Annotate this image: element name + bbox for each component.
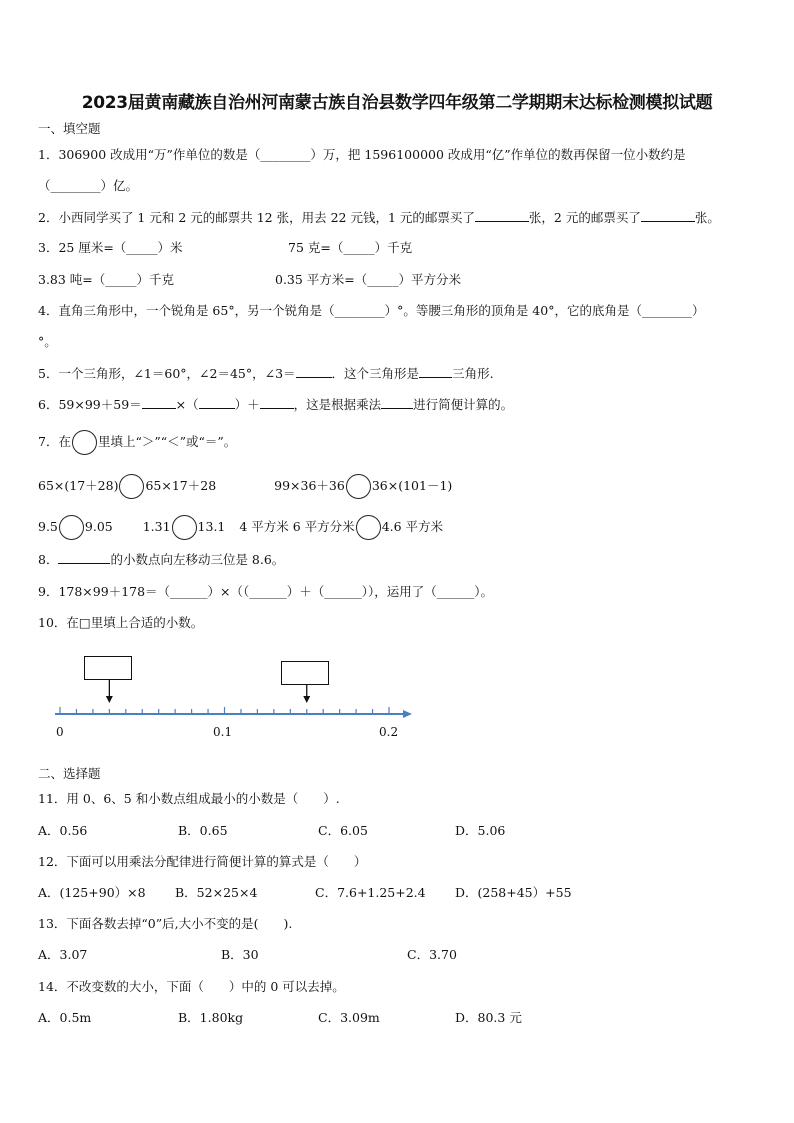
question-3-item-a: 3．25 厘米=（_____）米 [38, 240, 183, 255]
compare-right: 36×(101－1) [371, 478, 453, 493]
question-7-part-1: 7．在 [38, 434, 71, 449]
answer-blank[interactable] [199, 396, 235, 409]
question-11: 11．用 0、6、5 和小数点组成最小的小数是（ ）. [38, 791, 340, 806]
answer-blank[interactable] [260, 396, 294, 409]
question-11-options [38, 823, 505, 839]
option-b[interactable]: B．30 [221, 947, 259, 962]
option-d[interactable]: D．5.06 [455, 823, 506, 838]
compare-right: 13.1 [197, 519, 226, 534]
option-c[interactable]: C．6.05 [318, 823, 368, 838]
question-14-options [38, 1010, 522, 1026]
question-6-part-2: ×（ [175, 397, 199, 412]
compare-left: 99×36＋36 [274, 478, 345, 493]
question-12-options [38, 885, 572, 901]
compare-left: 4 平方米 6 平方分米 [239, 519, 355, 534]
question-2-part-3: 张。 [694, 210, 720, 225]
question-5-part-1: 5．一个三角形，∠1＝60°，∠2＝45°，∠3＝ [38, 366, 296, 381]
number-line-arrowhead [403, 710, 412, 718]
question-4-line-2: °。 [38, 334, 57, 349]
question-7-row-1 [38, 474, 452, 499]
question-13: 13．下面各数去掉“0”后,大小不变的是( ). [38, 916, 293, 931]
tick-label-0.1: 0.1 [213, 725, 233, 739]
option-a[interactable]: A．0.56 [38, 823, 88, 838]
compare-right: 65×17＋28 [145, 478, 217, 493]
question-8-part-2: 的小数点向左移动三位是 8.6。 [110, 552, 285, 567]
compare-circle[interactable] [59, 515, 84, 540]
compare-left: 65×(17＋28) [38, 478, 119, 493]
option-b[interactable]: B．0.65 [178, 823, 228, 838]
compare-circle[interactable] [119, 474, 144, 499]
question-12: 12．下面可以用乘法分配律进行简便计算的算式是（ ） [38, 854, 367, 869]
question-6-part-5: 进行简便计算的。 [413, 397, 514, 412]
question-3-item-c: 3.83 吨=（_____）千克 [38, 272, 175, 287]
answer-blank[interactable] [58, 551, 110, 564]
question-5 [38, 365, 494, 382]
question-14: 14．不改变数的大小，下面（ ）中的 0 可以去掉。 [38, 979, 345, 994]
question-7 [38, 430, 236, 455]
question-7-part-2: 里填上“＞”“＜”或“＝”。 [97, 434, 237, 449]
compare-right: 9.05 [84, 519, 113, 534]
option-c[interactable]: C．7.6+1.25+2.4 [315, 885, 426, 900]
question-5-part-3: 三角形. [452, 366, 494, 381]
page-title: 2023届黄南藏族自治州河南蒙古族自治县数学四年级第二学期期末达标检测模拟试题 [81, 93, 713, 113]
answer-blank[interactable] [296, 365, 332, 378]
option-a[interactable]: A．3.07 [38, 947, 88, 962]
compare-left: 1.31 [142, 519, 171, 534]
answer-blank[interactable] [641, 209, 695, 222]
question-1-line-2: （________）亿。 [38, 178, 139, 193]
number-line-figure [0, 672, 794, 762]
answer-blank[interactable] [419, 365, 452, 378]
tick-label-0.2: 0.2 [379, 725, 399, 739]
question-6 [38, 396, 513, 413]
question-2-part-1: 2．小西同学买了 1 元和 2 元的邮票共 12 张，用去 22 元钱，1 元的邮票买了 [38, 210, 475, 225]
question-6-part-1: 6．59×99＋59＝ [38, 397, 142, 412]
question-2-part-2: 张，2 元的邮票买了 [528, 210, 641, 225]
question-8-part-1: 8． [38, 552, 59, 567]
question-8 [38, 551, 284, 568]
compare-circle[interactable] [172, 515, 197, 540]
question-13-options [38, 947, 457, 963]
tick-label-0: 0 [56, 725, 64, 739]
pointer-arrowhead [106, 696, 113, 703]
question-6-part-3: ）＋ [234, 397, 260, 412]
question-1-line-1: 1．306900 改成用“万”作单位的数是（________）万，把 1596100000 改成用“亿”作单位的数再保留一位小数约是 [38, 147, 686, 162]
compare-circle [72, 430, 97, 455]
answer-blank[interactable] [381, 396, 413, 409]
option-a[interactable]: A．0.5m [38, 1010, 92, 1025]
question-4-line-1: 4．直角三角形中，一个锐角是 65°，另一个锐角是（________）°。等腰三角形的顶角是 40°，它的底角是（________） [38, 303, 705, 318]
option-c[interactable]: C．3.09m [318, 1010, 380, 1025]
option-d[interactable]: D．80.3 元 [455, 1010, 522, 1025]
compare-circle[interactable] [346, 474, 371, 499]
compare-circle[interactable] [356, 515, 381, 540]
option-c[interactable]: C．3.70 [407, 947, 457, 962]
question-3-item-d: 0.35 平方米=（_____）平方分米 [275, 272, 462, 287]
option-b[interactable]: B．1.80kg [178, 1010, 244, 1025]
compare-right: 4.6 平方米 [381, 519, 444, 534]
question-6-part-4: ，这是根据乘法 [293, 397, 382, 412]
question-5-part-2: ．这个三角形是 [331, 366, 420, 381]
section-heading-fill-in: 一、填空题 [38, 121, 101, 136]
option-b[interactable]: B．52×25×4 [175, 885, 258, 900]
question-7-row-2 [38, 515, 443, 540]
section-heading-choice: 二、选择题 [38, 766, 101, 781]
question-2 [38, 209, 720, 226]
compare-left: 9.5 [38, 519, 58, 534]
answer-blank[interactable] [142, 396, 176, 409]
option-d[interactable]: D．(258+45）+55 [455, 885, 572, 900]
question-3-item-b: 75 克=（_____）千克 [288, 240, 413, 255]
question-10: 10．在□里填上合适的小数。 [38, 615, 204, 630]
question-9: 9．178×99＋178＝（______）×（（______）＋（______）），运用了（______）。 [38, 584, 494, 599]
pointer-arrowhead [303, 696, 310, 703]
answer-blank[interactable] [475, 209, 529, 222]
option-a[interactable]: A．(125+90）×8 [38, 885, 146, 900]
